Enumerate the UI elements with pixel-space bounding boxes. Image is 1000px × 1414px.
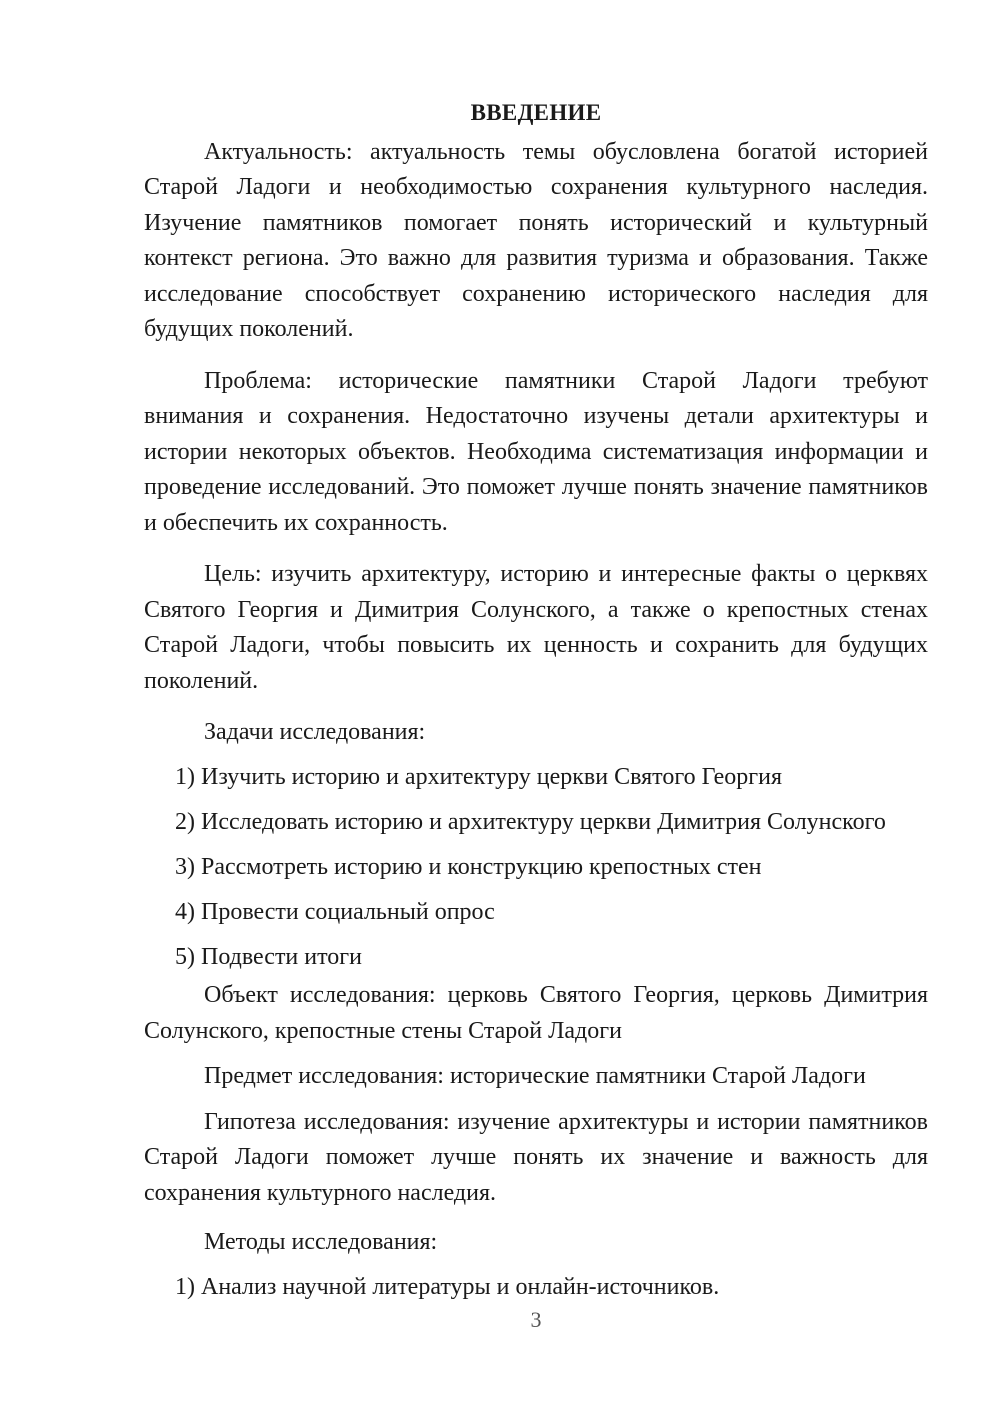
relevance-paragraph: Актуальность: актуальность темы обусловлена богатой историей Старой Ладоги и необходимостью сохранения культурного наследия. Изучение памятников помогает понять исторический и культурный контекст региона. Это важно для развития туризма и образования. Также исследование способствует сохранению исторического наследия для будущих поколений. (144, 138, 928, 342)
page-number: 3 (530, 1307, 542, 1332)
task-item: 5) Подвести итоги (175, 943, 362, 970)
task-item: 2) Исследовать историю и архитектуру церкви Димитрия Солунского (175, 808, 886, 835)
hypothesis-paragraph: Гипотеза исследования: изучение архитектуры и истории памятников Старой Ладоги поможет лучше понять их значение и важность для сохранения культурного наследия. (144, 1108, 928, 1206)
subject-paragraph: Предмет исследования: исторические памятники Старой Ладоги (204, 1063, 866, 1089)
object-paragraph: Объект исследования: церковь Святого Георгия, церковь Димитрия Солунского, крепостные стены Старой Ладоги (144, 982, 928, 1044)
methods-title: Методы исследования: (204, 1229, 438, 1255)
tasks-title: Задачи исследования: (204, 719, 426, 745)
goal-paragraph: Цель: изучить архитектуру, историю и интересные факты о церквях Святого Георгия и Димитрия Солунского, а также о крепостных стенах Старой Ладоги, чтобы повысить их ценность и сохранить для будущих поколений. (144, 561, 928, 694)
problem-paragraph: Проблема: исторические памятники Старой Ладоги требуют внимания и сохранения. Недостаточно изучены детали архитектуры и истории некоторых объектов. Необходима систематизация информации и проведение исследований. Это поможет лучше понять значение памятников и обеспечить их сохранность. (144, 367, 928, 536)
task-item: 3) Рассмотреть историю и конструкцию крепостных стен (175, 853, 762, 880)
section-heading: ВВЕДЕНИЕ (470, 100, 602, 125)
task-item: 4) Провести социальный опрос (175, 898, 495, 925)
task-item: 1) Изучить историю и архитектуру церкви Святого Георгия (175, 763, 783, 790)
page-content (144, 95, 928, 1315)
method-item: 1) Анализ научной литературы и онлайн-источников. (175, 1273, 720, 1300)
